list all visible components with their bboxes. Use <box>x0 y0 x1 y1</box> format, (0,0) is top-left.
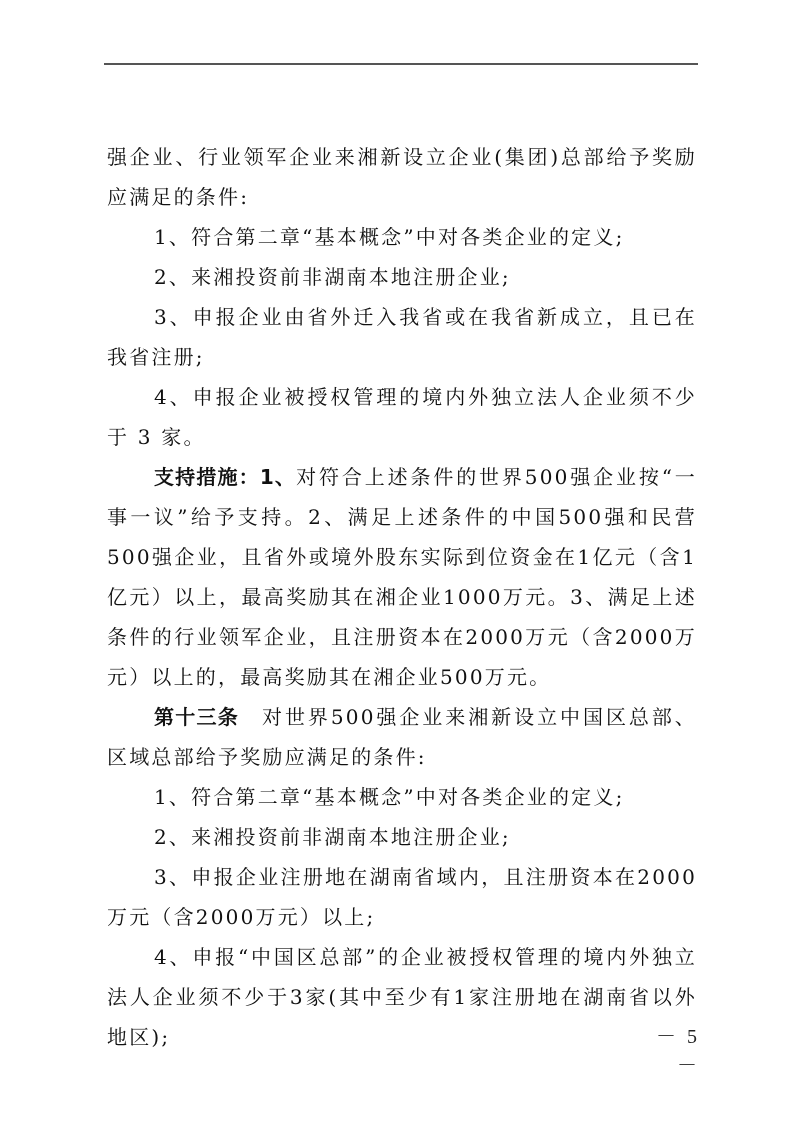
article-13-item-2: 2、来湘投资前非湖南本地注册企业; <box>154 825 511 849</box>
support-measures-label: 支持措施：1、 <box>154 465 297 489</box>
article-13-label: 第十三条 <box>154 705 240 729</box>
article-13-item-1: 1、符合第二章“基本概念”中对各类企业的定义; <box>154 785 625 809</box>
condition-item-3: 3、申报企业由省外迁入我省或在我省新成立，且已在我省注册; <box>107 305 697 369</box>
page-number: － 5 － <box>656 1026 700 1077</box>
condition-item-4: 4、申报企业被授权管理的境内外独立法人企业须不少于 3 家。 <box>107 385 697 449</box>
support-measures-paragraph <box>107 457 697 697</box>
article-13-paragraph <box>107 697 697 777</box>
condition-item-2: 2、来湘投资前非湖南本地注册企业; <box>154 265 511 289</box>
article-13-item-3: 3、申报企业注册地在湖南省域内，且注册资本在2000万元（含2000万元）以上; <box>107 865 697 929</box>
article-13-text: 对世界500强企业来湘新设立中国区总部、区域总部给予奖励应满足的条件: <box>107 705 698 769</box>
header-rule <box>104 63 698 65</box>
condition-item-1: 1、符合第二章“基本概念”中对各类企业的定义; <box>154 225 625 249</box>
body-text <box>107 137 697 1057</box>
article-13-item-4: 4、申报“中国区总部”的企业被授权管理的境内外独立法人企业须不少于3家(其中至少有1家注册地在湖南省以外地区); <box>107 945 697 1049</box>
paragraph-conditions-intro: 强企业、行业领军企业来湘新设立企业(集团)总部给予奖励应满足的条件: <box>107 145 697 209</box>
support-measures-text: 对符合上述条件的世界500强企业按“一事一议”给予支持。2、满足上述条件的中国500强和民营500强企业，且省外或境外股东实际到位资金在1亿元（含1亿元）以上，最高奖励其在湘企业1000万元。3、满足上述条件的行业领军企业，且注册资本在2000万元（含2000万元）以上的，最高奖励其在湘企业500万元。 <box>107 465 698 689</box>
